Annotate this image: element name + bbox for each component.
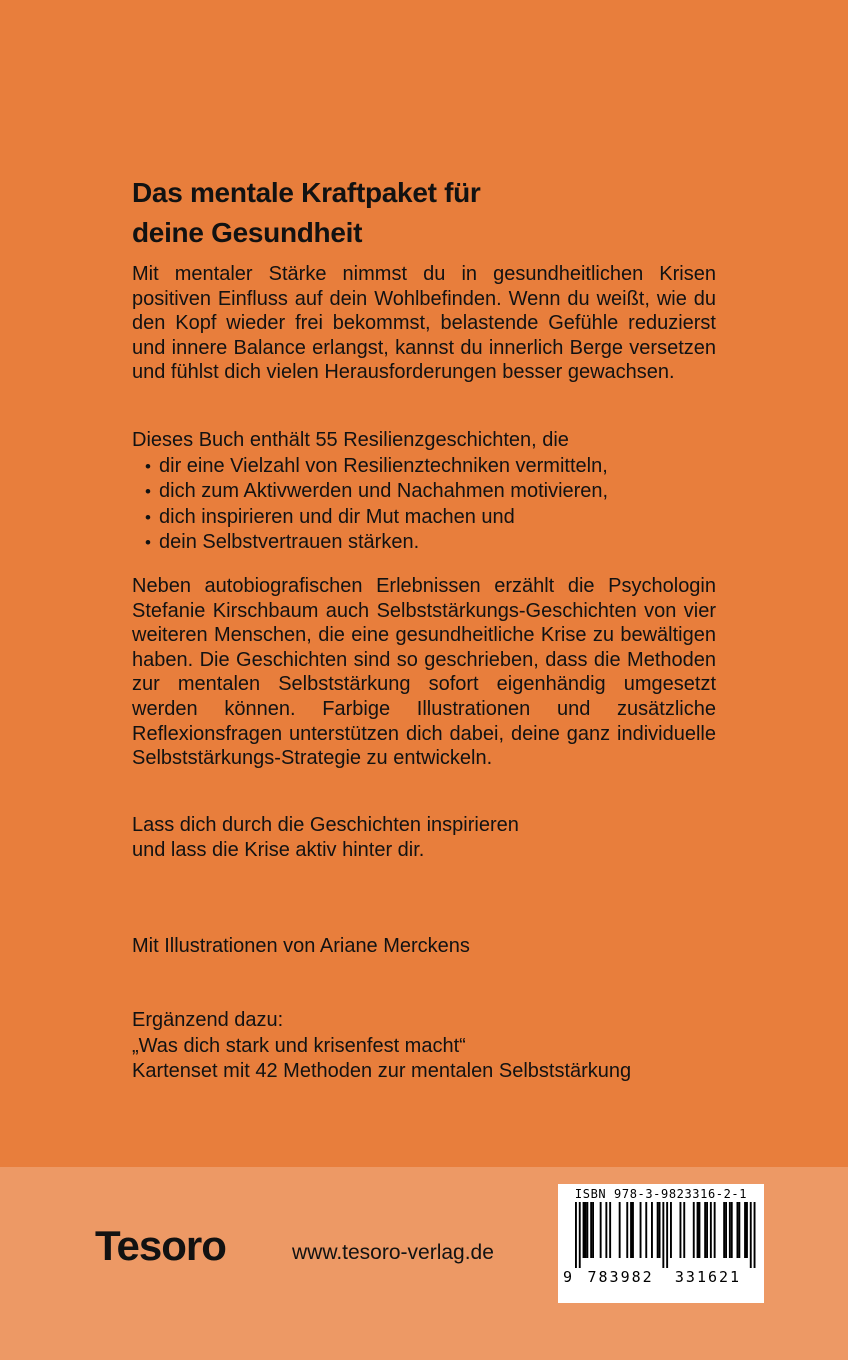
closing-line-2: und lass die Krise aktiv hinter dir. [132,838,425,861]
page-title [132,173,716,253]
list-item: • dir eine Vielzahl von Resilienztechniken vermitteln, [159,454,716,480]
list-item: • dein Selbstvertrauen stärken. [159,530,716,556]
list-item: • dich inspirieren und dir Mut machen und [159,505,716,531]
benefits-list [132,454,716,556]
intro-paragraph: Mit mentaler Stärke nimmst du in gesundheitlichen Krisen positiven Einfluss auf dein Wohlbefinden. Wenn du weißt, wie du den Kopf wieder frei bekommst, belastende Gefühle reduzierst und innere Balance erlangst, kannst du innerlich Berge versetzen und fühlst dich vielen Herausforderungen besser gewachsen. [132,263,716,384]
svg-text:783982: 783982 [587,1268,654,1286]
benefits-section [132,428,716,556]
isbn-barcode [558,1184,764,1303]
supplement-section [132,1008,716,1085]
isbn-label: ISBN 978-3-9823316-2-1 [574,1187,748,1201]
supplement-intro: Ergänzend dazu: [132,1009,284,1031]
illustrator-note: Mit Illustrationen von Ariane Merckens [132,935,470,957]
publisher-logo: Tesoro [95,1222,226,1269]
list-item: • dich zum Aktivwerden und Nachahmen motivieren, [159,479,716,505]
svg-text:9: 9 [563,1268,575,1286]
title-line-2: deine Gesundheit [132,216,363,248]
closing-paragraph [132,813,716,862]
publisher-website: www.tesoro-verlag.de [292,1241,494,1264]
benefits-intro: Dieses Buch enthält 55 Resilienzgeschichten, die [132,429,569,451]
details-paragraph: Neben autobiografischen Erlebnissen erzählt die Psychologin Stefanie Kirschbaum auch Selbststärkungs-Geschichten von vier weiteren Menschen, die eine gesundheitliche Krise zu bewältigen haben. Die Geschichten sind so geschrieben, dass die Methoden zur mentalen Selbststärkung sofort eigenhändig umgesetzt werden können. Farbige Illustrationen und zusätzliche Reflexionsfragen unterstützen dich dabei, deine ganz individuelle Selbststärkungs-Strategie zu entwickeln. [132,575,716,770]
supplement-description: Kartenset mit 42 Methoden zur mentalen Selbststärkung [132,1060,632,1082]
closing-line-1: Lass dich durch die Geschichten inspirieren [132,814,519,836]
supplement-title: „Was dich stark und krisenfest macht“ [132,1034,466,1057]
svg-text:331621: 331621 [674,1268,742,1286]
barcode-bars-icon [563,1202,759,1286]
title-line-1: Das mentale Kraftpaket für [132,176,481,208]
